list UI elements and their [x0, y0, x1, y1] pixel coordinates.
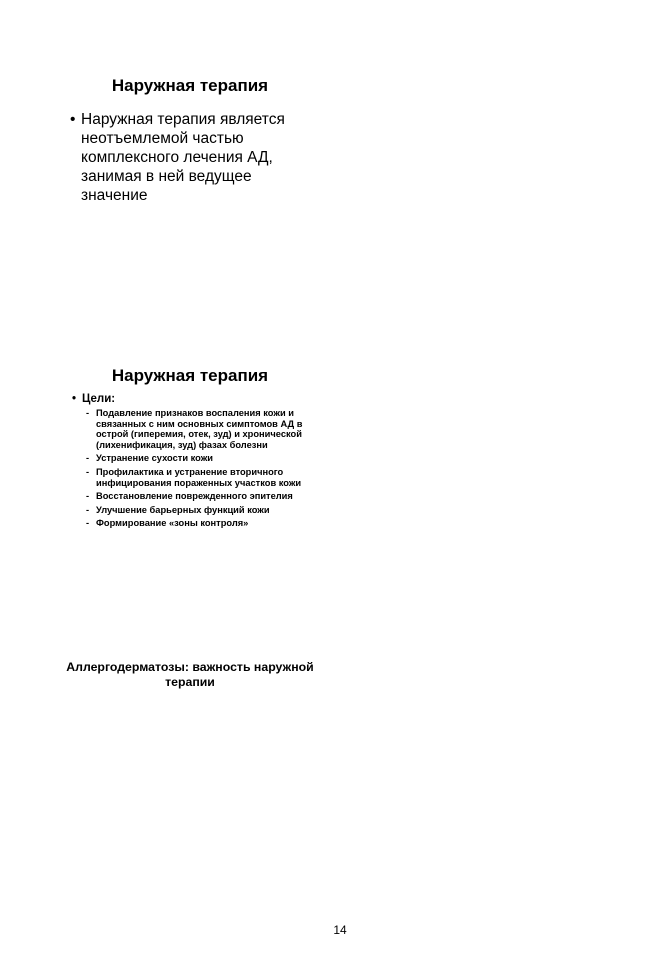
bullet-dot-icon: •	[72, 393, 77, 405]
list-item	[86, 467, 314, 488]
list-item-text: Улучшение барьерных функций кожи	[96, 504, 270, 515]
dash-icon: -	[86, 504, 90, 515]
list-item-text: Восстановление поврежденного эпителия	[96, 491, 293, 502]
dash-icon: -	[86, 491, 90, 502]
list-item	[86, 518, 314, 529]
list-item-text: Подавление признаков воспаления кожи и связанных с ним основных симптомов АД в острой (гиперемия, отек, зуд) и хронической (лихенификация, зуд) фазах болезни	[96, 408, 303, 450]
list-item-text: Формирование «зоны контроля»	[96, 518, 249, 529]
list-item	[86, 491, 314, 502]
list-item-text: Профилактика и устранение вторичного инфицирования пораженных участков кожи	[96, 466, 302, 488]
dash-icon: -	[86, 453, 90, 464]
page-number: 14	[333, 923, 347, 937]
list-item	[86, 408, 314, 450]
slide-outer-therapy-goals	[60, 366, 320, 566]
dash-icon: -	[86, 466, 90, 477]
slide-title: Наружная терапия	[111, 366, 269, 385]
bullet-text: Наружная терапия является неотъемлемой частью комплексного лечения АД, занимая в ней ведущее значение	[81, 111, 285, 204]
goals-list	[86, 408, 314, 532]
dash-icon: -	[86, 518, 90, 529]
list-item-text: Устранение сухости кожи	[96, 453, 214, 464]
slide-title: Наружная терапия	[111, 76, 269, 95]
goals-label: Цели:	[82, 393, 116, 405]
bullet-dot-icon: •	[70, 111, 76, 128]
bullet-item	[70, 110, 306, 205]
slide-title: Аллергодерматозы: важность наружной терапии	[66, 660, 314, 689]
slide-outer-therapy-intro	[60, 76, 320, 296]
goals-heading	[72, 393, 115, 405]
list-item	[86, 505, 314, 516]
list-item	[86, 453, 314, 464]
slide-allergodermatoses	[60, 660, 320, 700]
dash-icon: -	[86, 408, 90, 418]
